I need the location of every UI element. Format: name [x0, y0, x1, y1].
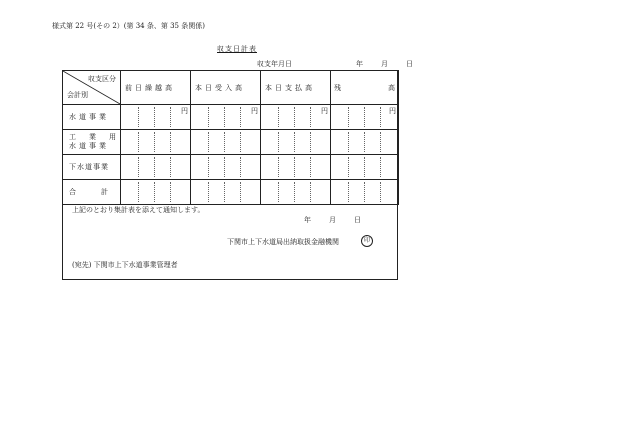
notice-date-line: [304, 215, 379, 225]
financial-institution-name: 下関市上下水道局出納取扱金融機関: [227, 238, 339, 246]
table-row: [63, 180, 399, 205]
amount-cell: [121, 105, 191, 130]
table-header-row: [63, 71, 399, 105]
table-row: [63, 155, 399, 180]
column-header-receipts: 本日受入高: [191, 71, 261, 105]
row-label-total: 合 計: [63, 180, 121, 205]
corner-label-category: 収支区分: [88, 75, 116, 83]
amount-cell: [121, 130, 191, 155]
amount-cell: [261, 130, 331, 155]
amount-cell: [191, 105, 261, 130]
column-header-carryover: 前日繰越高: [121, 71, 191, 105]
balance-label-1: 残: [334, 83, 341, 92]
amount-cell: [191, 155, 261, 180]
amount-cell: [331, 105, 399, 130]
yen-unit: 円: [321, 107, 328, 115]
year-label: 年: [356, 60, 363, 68]
amount-cell: [121, 155, 191, 180]
amount-cell: [191, 130, 261, 155]
document-title: 収支日計表: [217, 45, 257, 53]
statement-date-line: [257, 59, 431, 69]
column-header-payments: 本日支払高: [261, 71, 331, 105]
row-label-line-1: 工 業 用: [69, 133, 119, 141]
corner-label-account: 会計別: [67, 91, 88, 99]
yen-unit: 円: [389, 107, 396, 115]
table-row: [63, 105, 399, 130]
corner-header-cell: [63, 71, 121, 105]
year-label: 年: [304, 216, 311, 224]
row-label-industrial-water: [63, 130, 121, 155]
month-label: 月: [329, 216, 336, 224]
balance-label-2: 高: [388, 83, 395, 92]
yen-unit: 円: [181, 107, 188, 115]
amount-cell: [191, 180, 261, 205]
amount-cell: [261, 105, 331, 130]
yen-unit: 円: [251, 107, 258, 115]
amount-cell: [261, 155, 331, 180]
form-number: 様式第 22 号(その 2）(第 34 条、第 35 条関係): [52, 22, 205, 30]
addressee-line: (宛先) 下関市上下水道事業管理者: [72, 261, 178, 269]
day-label: 日: [354, 216, 361, 224]
amount-cell: [331, 155, 399, 180]
seal-mark: 印: [361, 235, 373, 247]
amount-cell: [261, 180, 331, 205]
column-header-balance: [331, 71, 399, 105]
amount-cell: [331, 180, 399, 205]
row-label-line-2: 水道事業: [69, 142, 109, 150]
row-label-water: 水道事業: [63, 105, 121, 130]
day-label: 日: [406, 60, 413, 68]
table-row: [63, 130, 399, 155]
date-label: 収支年月日: [257, 60, 292, 68]
row-label-sewerage: 下水道事業: [63, 155, 121, 180]
amount-cell: [331, 130, 399, 155]
daily-summary-table: [62, 70, 399, 205]
notice-text: 上記のとおり集計表を添えて通知します。: [72, 206, 205, 214]
amount-cell: [121, 180, 191, 205]
month-label: 月: [381, 60, 388, 68]
